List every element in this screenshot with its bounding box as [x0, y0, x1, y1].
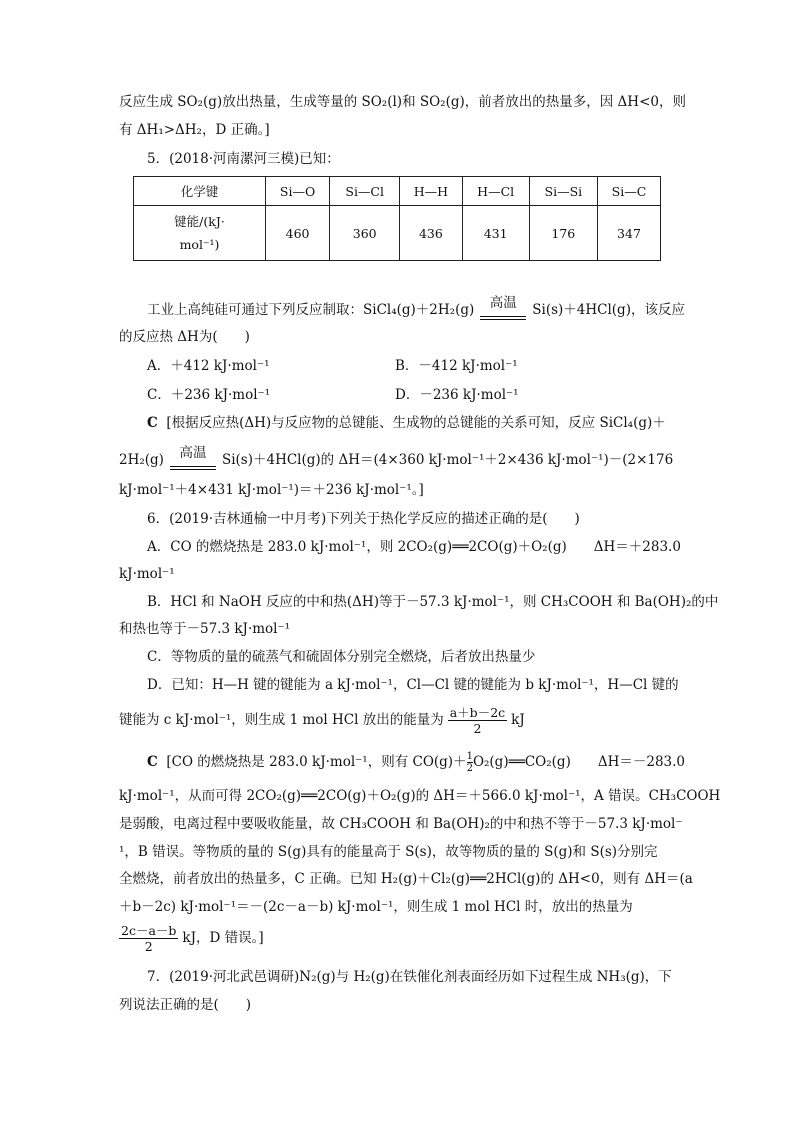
q6-d2-suffix: kJ	[511, 712, 525, 728]
energy-h-cl: 431	[462, 206, 529, 261]
bond-h-h: H—H	[400, 177, 462, 206]
q6-answer: C	[147, 754, 158, 770]
energy-h-h: 436	[400, 206, 462, 261]
q6-analysis-line-5: 全燃烧，前者放出的热量多，C 正确。已知 H₂(g)＋Cl₂(g)══2HCl(g)的 ΔH<0，则有 ΔH＝(a	[119, 871, 693, 887]
energy-si-c: 347	[597, 206, 660, 261]
q5-analysis-text-1: [根据反应热(ΔH)与反应物的总键能、生成物的总键能的关系可知，反应 SiCl₄(g)＋	[166, 415, 666, 431]
q6-option-b-2: 和热也等于－57.3 kJ·mol⁻¹	[119, 621, 291, 637]
q6-an1-prefix: [CO 的燃烧热是 283.0 kJ·mol⁻¹，则有 CO(g)＋	[166, 754, 467, 770]
condition-label: 高温	[489, 295, 517, 311]
q5-option-d: D．－236 kJ·mol⁻¹	[395, 387, 519, 403]
condition-label-2: 高温	[179, 445, 207, 461]
q6-d-frac-num: a＋b－2c	[449, 705, 506, 720]
high-temp-condition	[480, 295, 526, 320]
energy-si-o: 460	[266, 206, 330, 261]
q6-option-d-2	[119, 702, 525, 738]
table-row-label	[134, 206, 266, 261]
q5-analysis2-suffix: Si(s)＋4HCl(g)的 ΔH＝(4×360 kJ·mol⁻¹＋2×436 kJ·mol⁻¹)－(2×176	[221, 452, 674, 468]
q6-an7-frac-num: 2c－a－b	[121, 923, 177, 938]
high-temp-condition-2	[170, 445, 216, 470]
q6-an7-suffix: kJ，D 错误。]	[182, 930, 264, 946]
q6-option-b-1: B．HCl 和 NaOH 反应的中和热(ΔH)等于－57.3 kJ·mol⁻¹，则 CH₃COOH 和 Ba(OH)₂的中	[147, 594, 719, 610]
q5-option-c: C．＋236 kJ·mol⁻¹	[147, 387, 271, 403]
row-label-line-1: 键能/(kJ·	[174, 214, 225, 229]
energy-si-si: 176	[529, 206, 597, 261]
q6-analysis-line-1	[147, 748, 685, 776]
q6-analysis-line-2: kJ·mol⁻¹，从而可得 2CO₂(g)══2CO(g)＋O₂(g)的 ΔH＝＋566.0 kJ·mol⁻¹，A 错误。CH₃COOH	[119, 788, 721, 804]
prev-analysis-line-2: 有 ΔH₁>ΔH₂，D 正确。]	[119, 122, 270, 138]
q6-option-d-1: D．已知：H—H 键的键能为 a kJ·mol⁻¹，Cl—Cl 键的键能为 b kJ·mol⁻¹，H—Cl 键的	[147, 677, 679, 693]
q5-analysis-line-2	[119, 445, 674, 470]
bond-si-cl: Si—Cl	[330, 177, 400, 206]
q5-reaction-line	[147, 295, 685, 320]
q6-d2-prefix: 键能为 c kJ·mol⁻¹，则生成 1 mol HCl 放出的能量为	[119, 712, 444, 728]
row-label-line-2: mol⁻¹)	[179, 237, 220, 252]
q6-d-frac-den: 2	[473, 721, 482, 736]
q6-analysis-line-4: ¹，B 错误。等物质的量的 S(g)具有的能量高于 S(s)，故等物质的量的 S(g)和 S(s)分别完	[119, 844, 658, 860]
q5-stem: 5．(2018·河南漯河三模)已知：	[147, 151, 340, 167]
q6-option-c: C．等物质的量的硫蒸气和硫固体分别完全燃烧，后者放出热量少	[147, 649, 536, 665]
q7-line-2: 列说法正确的是( )	[119, 997, 252, 1013]
bond-h-cl: H—Cl	[462, 177, 529, 206]
q6-an7-frac-den: 2	[144, 939, 153, 954]
q6-an1-frac-den: 2	[466, 763, 473, 774]
prev-analysis-line-1: 反应生成 SO₂(g)放出热量，生成等量的 SO₂(l)和 SO₂(g)，前者放出的热量多，因 ΔH<0，则	[119, 94, 686, 110]
q5-option-b: B．－412 kJ·mol⁻¹	[395, 358, 518, 374]
q6-option-a-2: kJ·mol⁻¹	[119, 566, 175, 582]
q6-an7-fraction	[119, 923, 178, 954]
q5-reaction-prefix: 工业上高纯硅可通过下列反应制取：SiCl₄(g)＋2H₂(g)	[147, 302, 475, 318]
q6-d-fraction	[448, 705, 507, 736]
q5-answer: C	[147, 415, 158, 431]
q7-line-1: 7．(2019·河北武邑调研)N₂(g)与 H₂(g)在铁催化剂表面经历如下过程生成 NH₃(g)，下	[147, 969, 672, 985]
q6-an1-frac-num: 1	[466, 751, 473, 762]
q6-analysis-line-7	[119, 920, 264, 956]
bond-si-o: Si—O	[266, 177, 330, 206]
q6-option-a-1: A．CO 的燃烧热是 283.0 kJ·mol⁻¹，则 2CO₂(g)══2CO(g)＋O₂(g) ΔH＝＋283.0	[147, 539, 681, 555]
q5-analysis-line-1	[147, 413, 666, 433]
q5-reaction-suffix: Si(s)＋4HCl(g)，该反应	[532, 302, 685, 318]
bond-energy-table	[133, 176, 661, 261]
q6-analysis-line-6: ＋b－2c) kJ·mol⁻¹＝－(2c－a－b) kJ·mol⁻¹，则生成 1 mol HCl 时，放出的热量为	[119, 899, 633, 915]
q6-stem: 6．(2019·吉林通榆一中月考)下列关于热化学反应的描述正确的是( )	[147, 511, 580, 527]
q5-line-2: 的反应热 ΔH为( )	[119, 329, 250, 345]
bond-si-si: Si—Si	[529, 177, 597, 206]
q5-analysis-line-3: kJ·mol⁻¹＋4×431 kJ·mol⁻¹)＝＋236 kJ·mol⁻¹。]	[119, 482, 424, 498]
q5-option-a: A．＋412 kJ·mol⁻¹	[147, 358, 270, 374]
energy-si-cl: 360	[330, 206, 400, 261]
q6-an1-suffix: O₂(g)══CO₂(g) ΔH＝－283.0	[472, 754, 686, 770]
q5-analysis2-prefix: 2H₂(g)	[119, 452, 164, 468]
q6-analysis-line-3: 是弱酸，电离过程中要吸收能量，故 CH₃COOH 和 Ba(OH)₂的中和热不等于－57.3 kJ·mol⁻	[119, 816, 683, 832]
bond-si-c: Si—C	[597, 177, 660, 206]
table-header-label: 化学键	[134, 177, 266, 206]
